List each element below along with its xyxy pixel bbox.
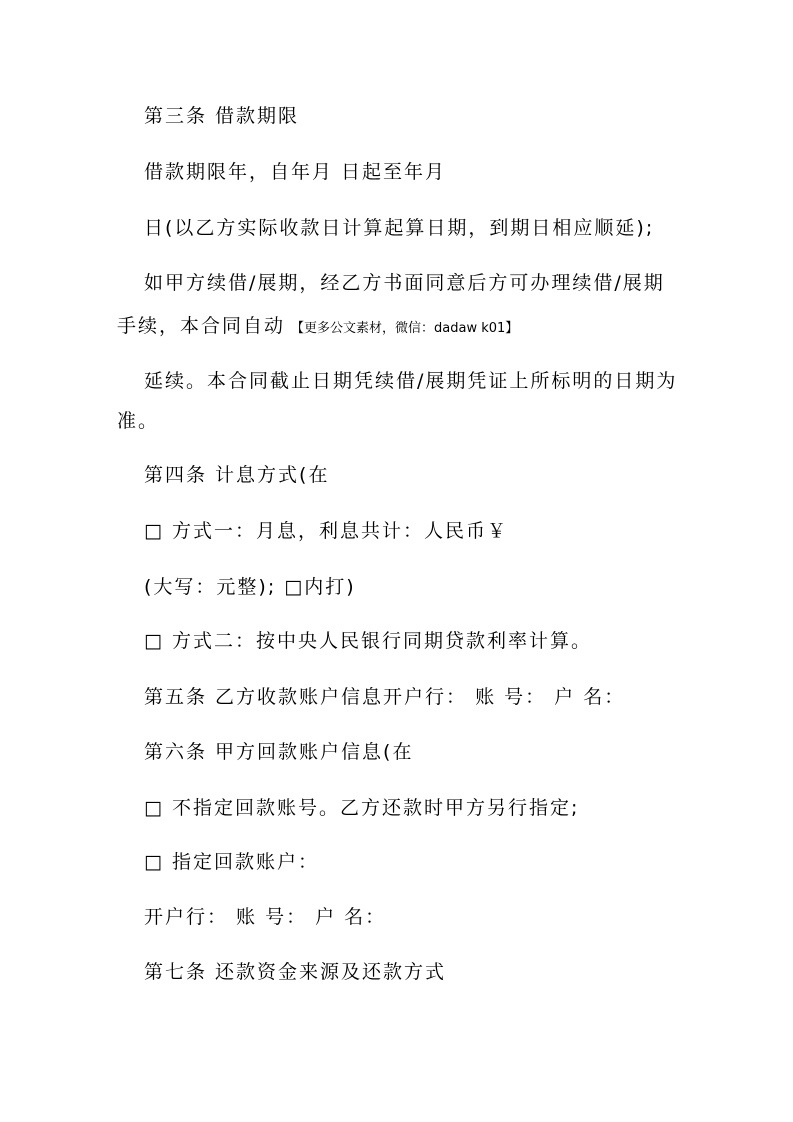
paragraph-line: 延续。本合同截止日期凭续借/展期凭证上所标明的日期为 — [144, 370, 678, 392]
article-7-heading: 第七条 还款资金来源及还款方式 — [144, 961, 447, 983]
watermark-text: 【更多公文素材，微信：dadaw k01】 — [291, 321, 519, 336]
article-3-heading: 第三条 借款期限 — [144, 105, 300, 127]
option-line: □ 方式一：月息，利息共计：人民币￥ — [144, 520, 508, 542]
paragraph-line: (大写：元整); □内打) — [144, 576, 356, 598]
article-5-heading: 第五条 乙方收款账户信息开户行： 账 号： 户 名： — [144, 686, 626, 708]
paragraph-line: 借款期限年，自年月 日起至年月 — [144, 161, 447, 183]
option-line: □ 指定回款账户： — [144, 851, 319, 873]
paragraph-line: 准。 — [117, 410, 160, 432]
article-4-heading: 第四条 计息方式(在 — [144, 464, 330, 486]
article-6-heading: 第六条 甲方回款账户信息(在 — [144, 741, 414, 763]
paragraph-line: 如甲方续借/展期，经乙方书面同意后方可办理续借/展期 — [144, 272, 665, 294]
paragraph-text: 手续，本合同自动 — [117, 315, 286, 337]
paragraph-line — [117, 314, 518, 341]
option-line: □ 方式二：按中央人民银行同期贷款利率计算。 — [144, 630, 592, 652]
option-line: □ 不指定回款账号。乙方还款时甲方另行指定; — [144, 797, 580, 819]
paragraph-line: 日(以乙方实际收款日计算起算日期，到期日相应顺延); — [144, 217, 655, 239]
paragraph-line: 开户行： 账 号： 户 名： — [144, 906, 387, 928]
